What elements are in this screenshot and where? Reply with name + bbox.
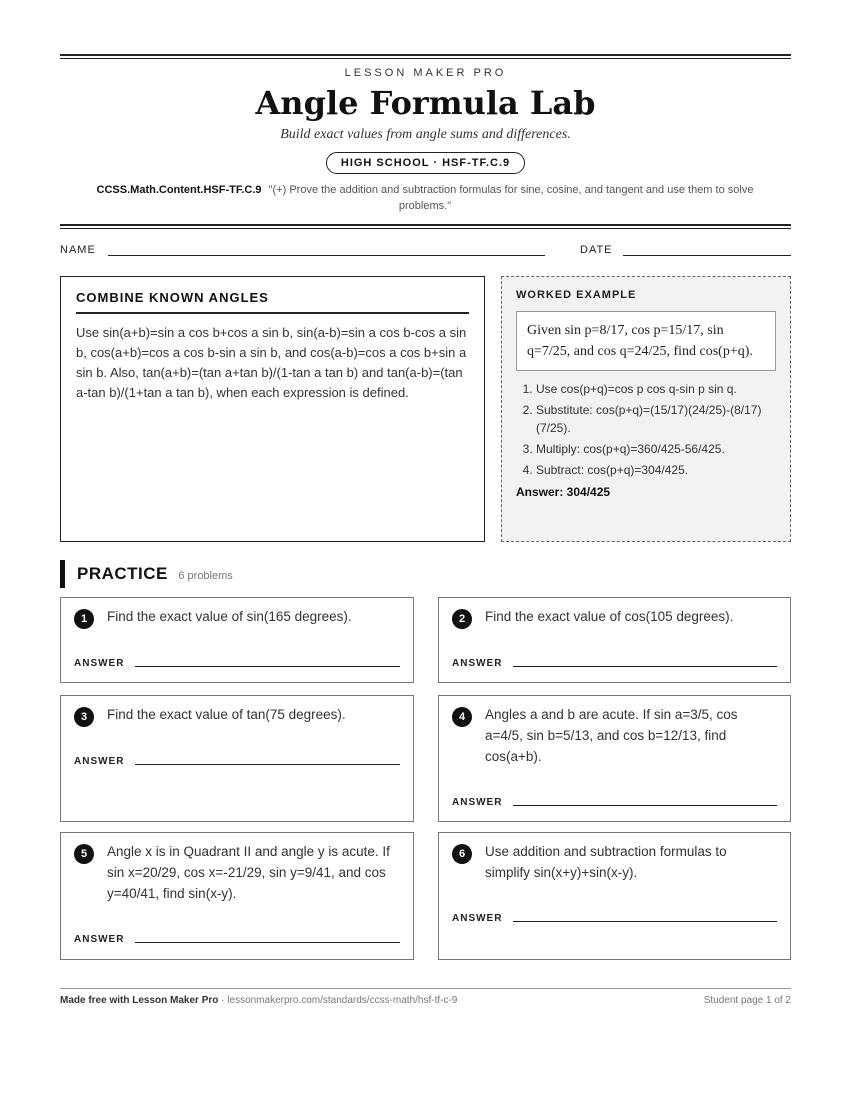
answer-field[interactable] bbox=[513, 666, 777, 667]
worked-step: 4. Subtract: cos(p+q)=304/425. bbox=[536, 461, 776, 479]
worked-example-problem: Given sin p=8/17, cos p=15/17, sin q=7/25, and cos q=24/25, find cos(p+q). bbox=[516, 311, 776, 371]
problem-number: 5 bbox=[74, 844, 94, 864]
date-label: DATE bbox=[580, 244, 613, 256]
concept-body: Use sin(a+b)=sin a cos b+cos a sin b, sin(a-b)=sin a cos b-cos a sin b, cos(a+b)=cos a cos b-sin a sin b, and cos(a-b)=cos a cos b+sin a sin b. Also, tan(a+b)=(tan a+tan b)/(1-tan a tan b) and tan(a-b)=(tan a-tan b)/(1+tan a tan b), when each expression is defined. bbox=[76, 325, 467, 400]
practice-count: 6 problems bbox=[178, 570, 233, 582]
name-label: NAME bbox=[60, 244, 96, 256]
worked-example-steps bbox=[516, 380, 776, 479]
date-field[interactable] bbox=[623, 255, 791, 256]
problem-card-2 bbox=[438, 597, 791, 683]
problem-card-5 bbox=[60, 832, 414, 960]
footer-credit bbox=[60, 995, 457, 1006]
footer-url[interactable]: · lessonmakerpro.com/standards/ccss-math/hsf-tf-c-9 bbox=[221, 995, 458, 1006]
worked-example-heading: WORKED EXAMPLE bbox=[516, 289, 637, 301]
answer-label: ANSWER bbox=[74, 934, 125, 945]
answer-label: ANSWER bbox=[452, 658, 503, 669]
footer-page-number: Student page 1 of 2 bbox=[703, 995, 791, 1006]
problem-text: Find the exact value of tan(75 degrees). bbox=[107, 707, 346, 722]
problem-card-4 bbox=[438, 695, 791, 822]
problem-text: Find the exact value of sin(165 degrees). bbox=[107, 609, 352, 624]
worked-example-answer: Answer: 304/425 bbox=[516, 485, 611, 499]
page-subtitle: Build exact values from angle sums and differences. bbox=[280, 127, 571, 142]
problem-number: 2 bbox=[452, 609, 472, 629]
answer-label: ANSWER bbox=[74, 658, 125, 669]
top-rule bbox=[60, 54, 791, 59]
practice-header bbox=[60, 560, 233, 588]
answer-field[interactable] bbox=[135, 764, 400, 765]
problem-text: Find the exact value of cos(105 degrees). bbox=[485, 609, 734, 624]
problem-text: Angle x is in Quadrant II and angle y is acute. If sin x=20/29, cos x=-21/29, sin y=9/41, and cos y=40/41, find sin(x-y). bbox=[107, 844, 390, 901]
worked-step: 2. Substitute: cos(p+q)=(15/17)(24/25)-(8/17)(7/25). bbox=[536, 401, 776, 437]
practice-title: PRACTICE bbox=[77, 564, 168, 583]
standard-code: CCSS.Math.Content.HSF-TF.C.9 bbox=[96, 184, 262, 196]
standard-description bbox=[80, 182, 770, 214]
footer-made: Made free with Lesson Maker Pro bbox=[60, 995, 219, 1006]
problem-card-3 bbox=[60, 695, 414, 822]
page-title: Angle Formula Lab bbox=[255, 84, 596, 122]
answer-field[interactable] bbox=[513, 921, 777, 922]
problem-number: 1 bbox=[74, 609, 94, 629]
problem-text: Angles a and b are acute. If sin a=3/5, cos a=4/5, sin b=5/13, and cos b=12/13, find cos(a+b). bbox=[485, 707, 738, 764]
answer-field[interactable] bbox=[135, 942, 400, 943]
answer-field[interactable] bbox=[513, 805, 777, 806]
answer-field[interactable] bbox=[135, 666, 400, 667]
brand-name: LESSON MAKER PRO bbox=[344, 67, 507, 79]
answer-label: ANSWER bbox=[452, 797, 503, 808]
problem-text: Use addition and subtraction formulas to simplify sin(x+y)+sin(x-y). bbox=[485, 844, 727, 880]
worked-step: 3. Multiply: cos(p+q)=360/425-56/425. bbox=[536, 440, 776, 458]
problem-number: 3 bbox=[74, 707, 94, 727]
name-field[interactable] bbox=[108, 255, 545, 256]
problem-number: 4 bbox=[452, 707, 472, 727]
problem-card-1 bbox=[60, 597, 414, 683]
problem-card-6 bbox=[438, 832, 791, 960]
worked-step: 1. Use cos(p+q)=cos p cos q-sin p sin q. bbox=[536, 380, 776, 398]
concept-box bbox=[60, 276, 485, 542]
header-bottom-rule bbox=[60, 224, 791, 229]
concept-heading: COMBINE KNOWN ANGLES bbox=[76, 290, 469, 314]
problem-number: 6 bbox=[452, 844, 472, 864]
standard-text: "(+) Prove the addition and subtraction formulas for sine, cosine, and tangent and use them to solve problems." bbox=[268, 184, 754, 212]
footer-rule bbox=[60, 988, 791, 989]
grade-badge-wrap bbox=[60, 152, 791, 174]
worked-example-box bbox=[501, 276, 791, 542]
answer-label: ANSWER bbox=[452, 913, 503, 924]
name-date-row bbox=[60, 244, 791, 260]
grade-badge: HIGH SCHOOL · HSF-TF.C.9 bbox=[326, 152, 525, 174]
answer-label: ANSWER bbox=[74, 756, 125, 767]
